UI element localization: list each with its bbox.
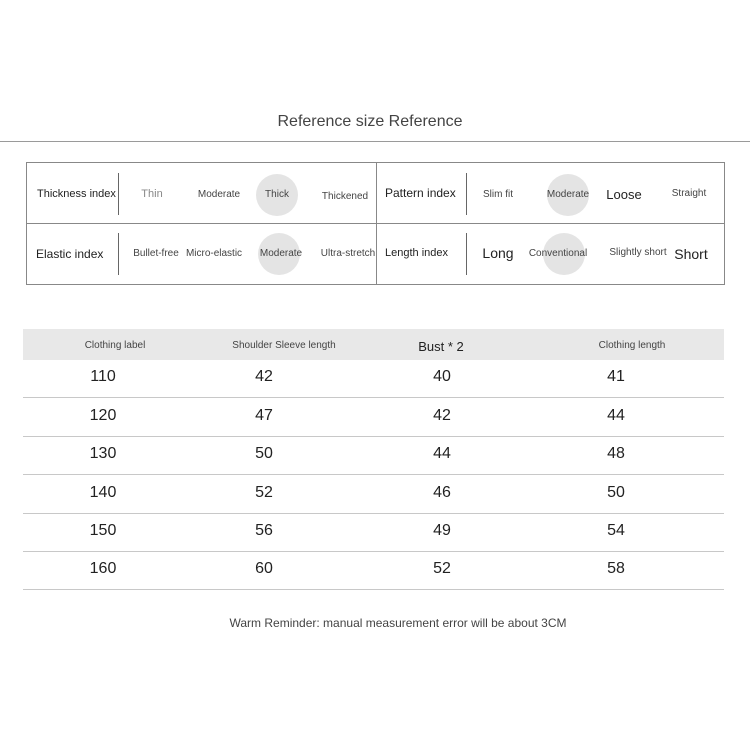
thickness-option-thickened: Thickened [321,191,369,202]
table-cell: 49 [433,522,451,539]
thickness-option-thick: Thick [265,189,289,200]
table-cell: 50 [607,484,625,501]
table-row [23,551,724,590]
title-divider [0,141,750,142]
length-option-long: Long [482,245,514,261]
table-cell: 42 [255,368,273,385]
table-cell: 110 [90,368,116,385]
header-clothing-length: Clothing length [598,340,666,351]
length-option-short: Short [674,246,708,262]
header-clothing-label: Clothing label [84,340,146,351]
pattern-option-slim-fit: Slim fit [483,189,513,200]
table-cell: 54 [607,522,625,539]
table-row [23,475,724,514]
length-index-label: Length index [385,247,448,259]
elastic-option-moderate: Moderate [259,248,303,259]
length-option-slightly-short: Slightly short [609,247,667,258]
pattern-option-moderate: Moderate [546,189,590,200]
table-cell: 47 [255,407,273,424]
pattern-option-loose: Loose [606,187,642,202]
table-cell: 56 [255,522,273,539]
table-cell: 40 [433,368,451,385]
row-divider [23,589,724,590]
table-row [23,513,724,552]
pattern-option-straight: Straight [671,188,707,199]
thickness-index-label: Thickness index [37,188,116,200]
length-option-conventional: Conventional [528,248,588,259]
table-cell: 52 [433,560,451,577]
table-cell: 44 [607,407,625,424]
table-cell: 160 [89,560,117,577]
elastic-option-bullet-free: Bullet-free [133,248,179,259]
thickness-separator [118,173,119,215]
pattern-separator [466,173,467,215]
table-cell: 52 [255,484,273,501]
table-row [23,436,724,475]
table-cell: 140 [89,484,117,501]
fabric-index-panel [26,162,725,285]
table-cell: 58 [607,560,625,577]
elastic-option-ultra-stretch: Ultra-stretch [320,248,376,259]
table-cell: 46 [433,484,451,501]
pattern-index-label: Pattern index [385,186,456,200]
table-cell: 60 [255,560,273,577]
table-cell: 120 [89,407,117,424]
thickness-option-moderate: Moderate [197,189,241,200]
table-cell: 44 [433,445,451,462]
elastic-index-label: Elastic index [36,247,104,261]
table-cell: 42 [433,407,451,424]
header-shoulder-sleeve-length: Shoulder Sleeve length [232,340,336,351]
table-row [23,359,724,398]
elastic-option-micro-elastic: Micro-elastic [185,248,243,259]
page-title: Reference size Reference [277,113,463,130]
elastic-separator [118,233,119,275]
panel-divider-vertical [376,163,377,284]
table-cell: 48 [607,445,625,462]
table-cell: 130 [89,445,117,462]
table-row [23,398,724,437]
measurement-reminder: Warm Reminder: manual measurement error will be about 3CM [229,616,567,630]
length-separator [466,233,467,275]
table-cell: 50 [255,445,273,462]
table-cell: 41 [607,368,625,385]
thickness-option-thin: Thin [141,188,163,200]
table-cell: 150 [89,522,117,539]
header-bust: Bust * 2 [418,339,464,354]
